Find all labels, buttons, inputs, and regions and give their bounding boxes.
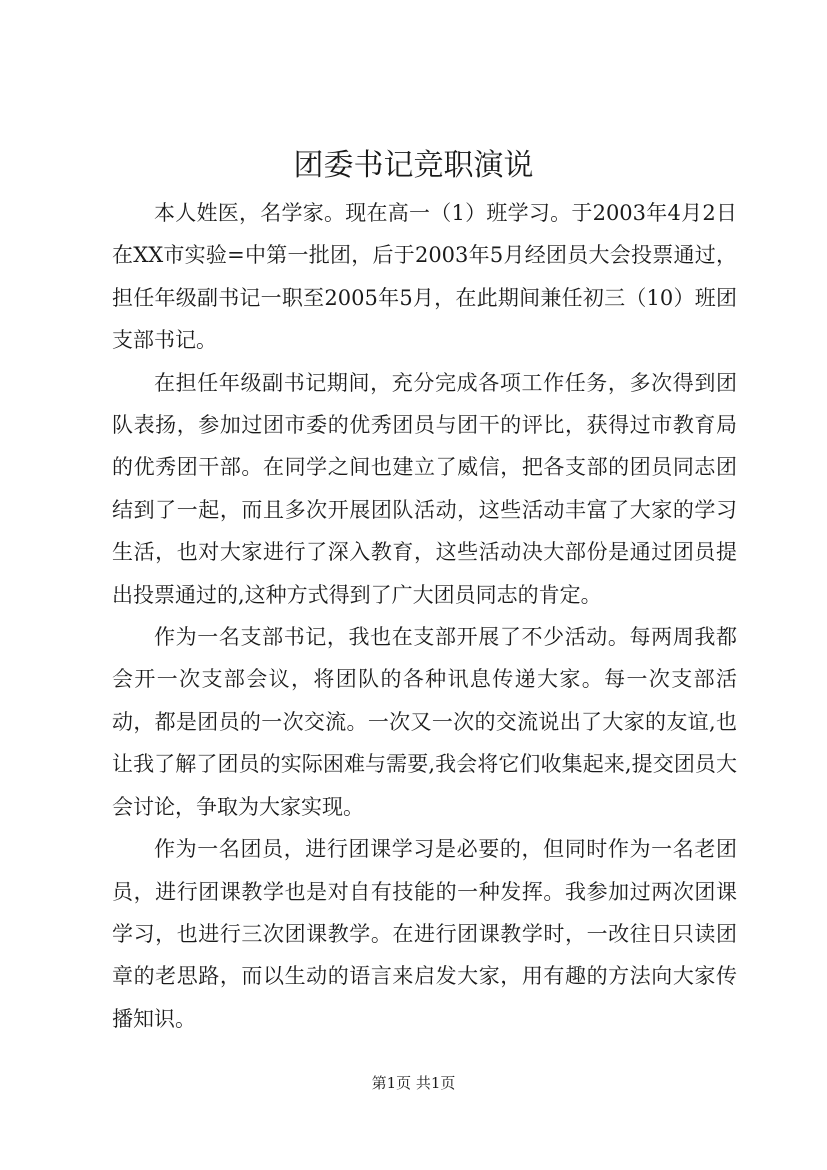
paragraph-1: 本人姓医，名学家。现在高一（1）班学习。于2003年4月2日在XX市实验=中第一批团，后于2003年5月经团员大会投票通过，担任年级副书记一职至2005年5月，在此期间兼任初三（10）班团支部书记。 xyxy=(112,201,737,353)
paragraph-4: 作为一名团员，进行团课学习是必要的，但同时作为一名老团员，进行团课教学也是对自有技能的一种发挥。我参加过两次团课学习，也进行三次团课教学。在进行团课教学时，一改往日只读团章的老思路，而以生动的语言来启发大家，用有趣的方法向大家传播知识。 xyxy=(112,837,737,1031)
paragraph-2: 在担任年级副书记期间，充分完成各项工作任务，多次得到团队表扬，参加过团市委的优秀团员与团干的评比，获得过市教育局的优秀团干部。在同学之间也建立了威信，把各支部的团员同志团结到了一起，而且多次开展团队活动，这些活动丰富了大家的学习生活，也对大家进行了深入教育，这些活动决大部份是通过团员提出投票通过的,这种方式得到了广大团员同志的肯定。 xyxy=(112,370,737,607)
document-title: 团委书记竞职演说 xyxy=(293,148,534,183)
page-footer: 第1页 共1页 xyxy=(371,1074,456,1092)
document-body xyxy=(112,192,737,1040)
paragraph-3: 作为一名支部书记，我也在支部开展了不少活动。每两周我都会开一次支部会议，将团队的各种讯息传递大家。每一次支部活动，都是团员的一次交流。一次又一次的交流说出了大家的友谊,也让我了解了团员的实际困难与需要,我会将它们收集起来,提交团员大会讨论，争取为大家实现。 xyxy=(112,625,737,819)
